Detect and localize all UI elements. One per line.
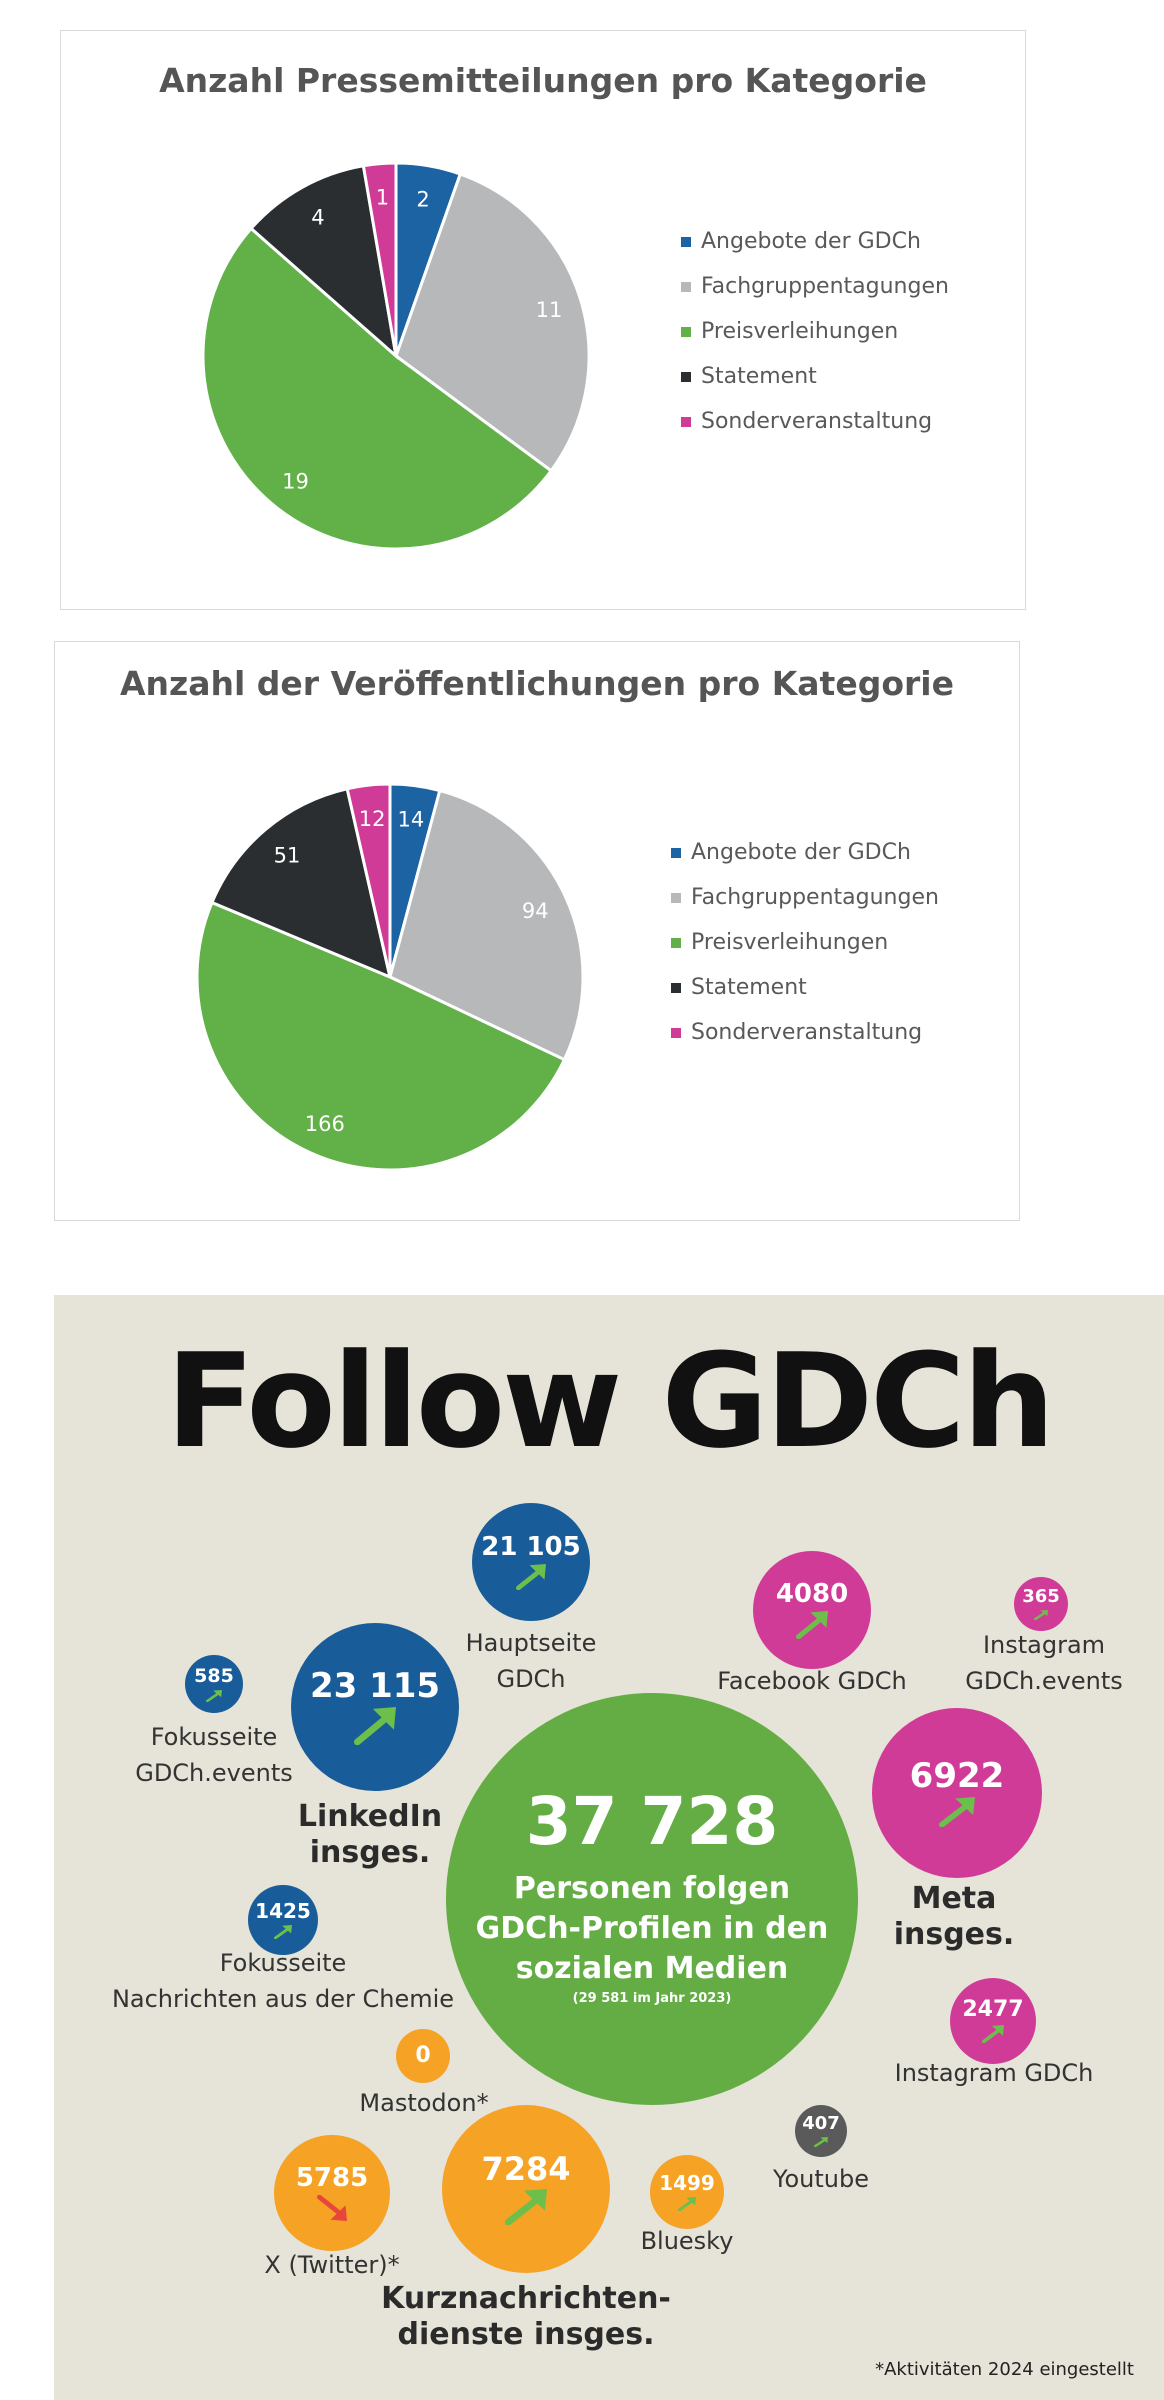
label-line: Fokusseite [219, 1949, 347, 1977]
legend-label: Statement [701, 364, 817, 389]
bluesky-value: 1499 [659, 2171, 715, 2195]
footnote: *Aktivitäten 2024 eingestellt [875, 2359, 1134, 2380]
follow-gdch-infographic [54, 1295, 1164, 2400]
chart-legend [681, 219, 949, 444]
pie-data-label: 4 [311, 205, 325, 230]
linkedin-total-label [270, 1799, 470, 1871]
youtube-label: Youtube [773, 2165, 869, 2193]
linkedin-total-bubble [291, 1623, 459, 1791]
arrow-up-icon [678, 2197, 696, 2211]
pie-chart-press-releases [60, 30, 1026, 610]
arrow-up-icon [516, 1564, 546, 1590]
instagram-events-value: 365 [1022, 1586, 1060, 1607]
legend-item [671, 965, 939, 1010]
legend-label: Preisverleihungen [701, 319, 899, 344]
arrow-up-icon [982, 2025, 1004, 2043]
instagram-events-bubble [1014, 1577, 1068, 1631]
short-total-value: 7284 [481, 2150, 571, 2188]
label-line: insges. [309, 1835, 431, 1870]
legend-item [671, 830, 939, 875]
pie-data-label: 166 [304, 1112, 345, 1137]
youtube-bubble [795, 2105, 847, 2157]
legend-swatch [681, 327, 691, 337]
chart-title: Anzahl Pressemitteilungen pro Kategorie [159, 61, 927, 100]
arrow-up-icon [505, 2189, 547, 2225]
legend-label: Sonderveranstaltung [691, 1020, 923, 1045]
linkedin-main-value: 21 105 [481, 1532, 581, 1562]
legend-item [671, 920, 939, 965]
arrow-up-icon [939, 1797, 975, 1827]
legend-item [671, 1010, 939, 1055]
linkedin-main-bubble [472, 1503, 590, 1621]
legend-item [681, 399, 949, 444]
meta-total-bubble [872, 1708, 1042, 1878]
label-line: Kurznachrichten- [381, 2281, 671, 2316]
label-line: insges. [893, 1917, 1015, 1952]
arrow-up-icon [814, 2137, 828, 2147]
instagram-label: Instagram GDCh [894, 2059, 1094, 2087]
legend-swatch [671, 938, 681, 948]
legend-item [681, 354, 949, 399]
chart-title: Anzahl der Veröffentlichungen pro Kategorie [120, 664, 954, 703]
total-followers-line2: GDCh-Profilen in den [475, 1911, 829, 1946]
arrow-up-icon [1034, 1610, 1048, 1620]
arrow-up-icon [206, 1690, 222, 1702]
instagram-events-label [954, 1627, 1134, 1699]
legend-label: Angebote der GDCh [701, 229, 921, 254]
x-twitter-label: X (Twitter)* [264, 2251, 400, 2279]
label-line: GDCh.events [965, 1667, 1123, 1695]
legend-label: Statement [691, 975, 807, 1000]
pie-data-label: 2 [416, 187, 430, 212]
total-followers-note: (29 581 im Jahr 2023) [572, 1991, 732, 2006]
legend-swatch [671, 983, 681, 993]
meta-total-value: 6922 [909, 1756, 1005, 1796]
arrow-up-icon [274, 1925, 292, 1939]
instagram-value: 2477 [962, 1997, 1024, 2022]
label-line: Instagram [982, 1631, 1106, 1659]
chart-legend [671, 830, 939, 1055]
legend-label: Sonderveranstaltung [701, 409, 933, 434]
legend-swatch [671, 848, 681, 858]
legend-item [681, 264, 949, 309]
linkedin-events-bubble [185, 1655, 243, 1713]
label-line: GDCh.events [135, 1759, 293, 1787]
arrow-up-icon [354, 1707, 396, 1745]
arrow-up-icon [796, 1611, 828, 1639]
label-line: Meta [911, 1881, 997, 1916]
legend-item [681, 309, 949, 354]
pie-data-label: 11 [535, 298, 563, 323]
meta-total-label [854, 1881, 1054, 1953]
instagram-bubble [950, 1978, 1036, 2064]
label-line: Nachrichten aus der Chemie [111, 1985, 455, 2013]
pie-data-label: 1 [375, 185, 390, 210]
total-followers-value: 37 728 [525, 1783, 779, 1860]
facebook-value: 4080 [775, 1579, 849, 1609]
label-line: dienste insges. [397, 2317, 655, 2352]
legend-label: Preisverleihungen [691, 930, 889, 955]
legend-label: Angebote der GDCh [691, 840, 911, 865]
bluesky-bubble [650, 2155, 724, 2229]
short-total-bubble [442, 2105, 610, 2273]
short-total-label [366, 2281, 686, 2353]
label-line: LinkedIn [297, 1799, 443, 1834]
linkedin-news-label [103, 1945, 463, 2017]
linkedin-total-value: 23 115 [309, 1666, 441, 1706]
mastodon-bubble [396, 2029, 450, 2083]
linkedin-main-label [456, 1625, 606, 1697]
mastodon-label: Mastodon* [359, 2089, 489, 2117]
total-followers-line3: sozialen Medien [515, 1951, 789, 1986]
pie-data-label: 51 [273, 843, 301, 868]
pie-chart-publications [54, 641, 1020, 1221]
legend-label: Fachgruppentagungen [701, 274, 949, 299]
legend-swatch [671, 1028, 681, 1038]
x-twitter-bubble [274, 2135, 390, 2251]
facebook-bubble [753, 1551, 871, 1669]
legend-swatch [681, 282, 691, 292]
legend-swatch [681, 417, 691, 427]
pie-data-label: 19 [282, 469, 309, 494]
infographic-title: Follow GDCh [165, 1325, 1053, 1477]
x-twitter-value: 5785 [295, 2163, 369, 2193]
linkedin-events-value: 585 [194, 1664, 234, 1687]
total-followers-line1: Personen folgen [513, 1871, 791, 1906]
pie-data-label: 94 [521, 898, 549, 923]
facebook-label: Facebook GDCh [717, 1667, 907, 1695]
pie-data-label: 14 [397, 807, 425, 832]
arrow-down-icon [317, 2195, 347, 2221]
legend-item [671, 875, 939, 920]
youtube-value: 407 [802, 2113, 840, 2134]
mastodon-value: 0 [415, 2043, 431, 2068]
legend-swatch [681, 372, 691, 382]
legend-item [681, 219, 949, 264]
legend-swatch [681, 237, 691, 247]
bluesky-label: Bluesky [640, 2227, 734, 2255]
label-line: Fokusseite [150, 1723, 278, 1751]
label-line: Hauptseite [465, 1629, 597, 1657]
pie-data-label: 12 [358, 807, 386, 832]
linkedin-events-label [124, 1719, 304, 1791]
legend-swatch [671, 893, 681, 903]
linkedin-news-value: 1425 [255, 1899, 311, 1923]
legend-label: Fachgruppentagungen [691, 885, 939, 910]
label-line: GDCh [496, 1665, 566, 1693]
total-followers-bubble [446, 1693, 858, 2105]
